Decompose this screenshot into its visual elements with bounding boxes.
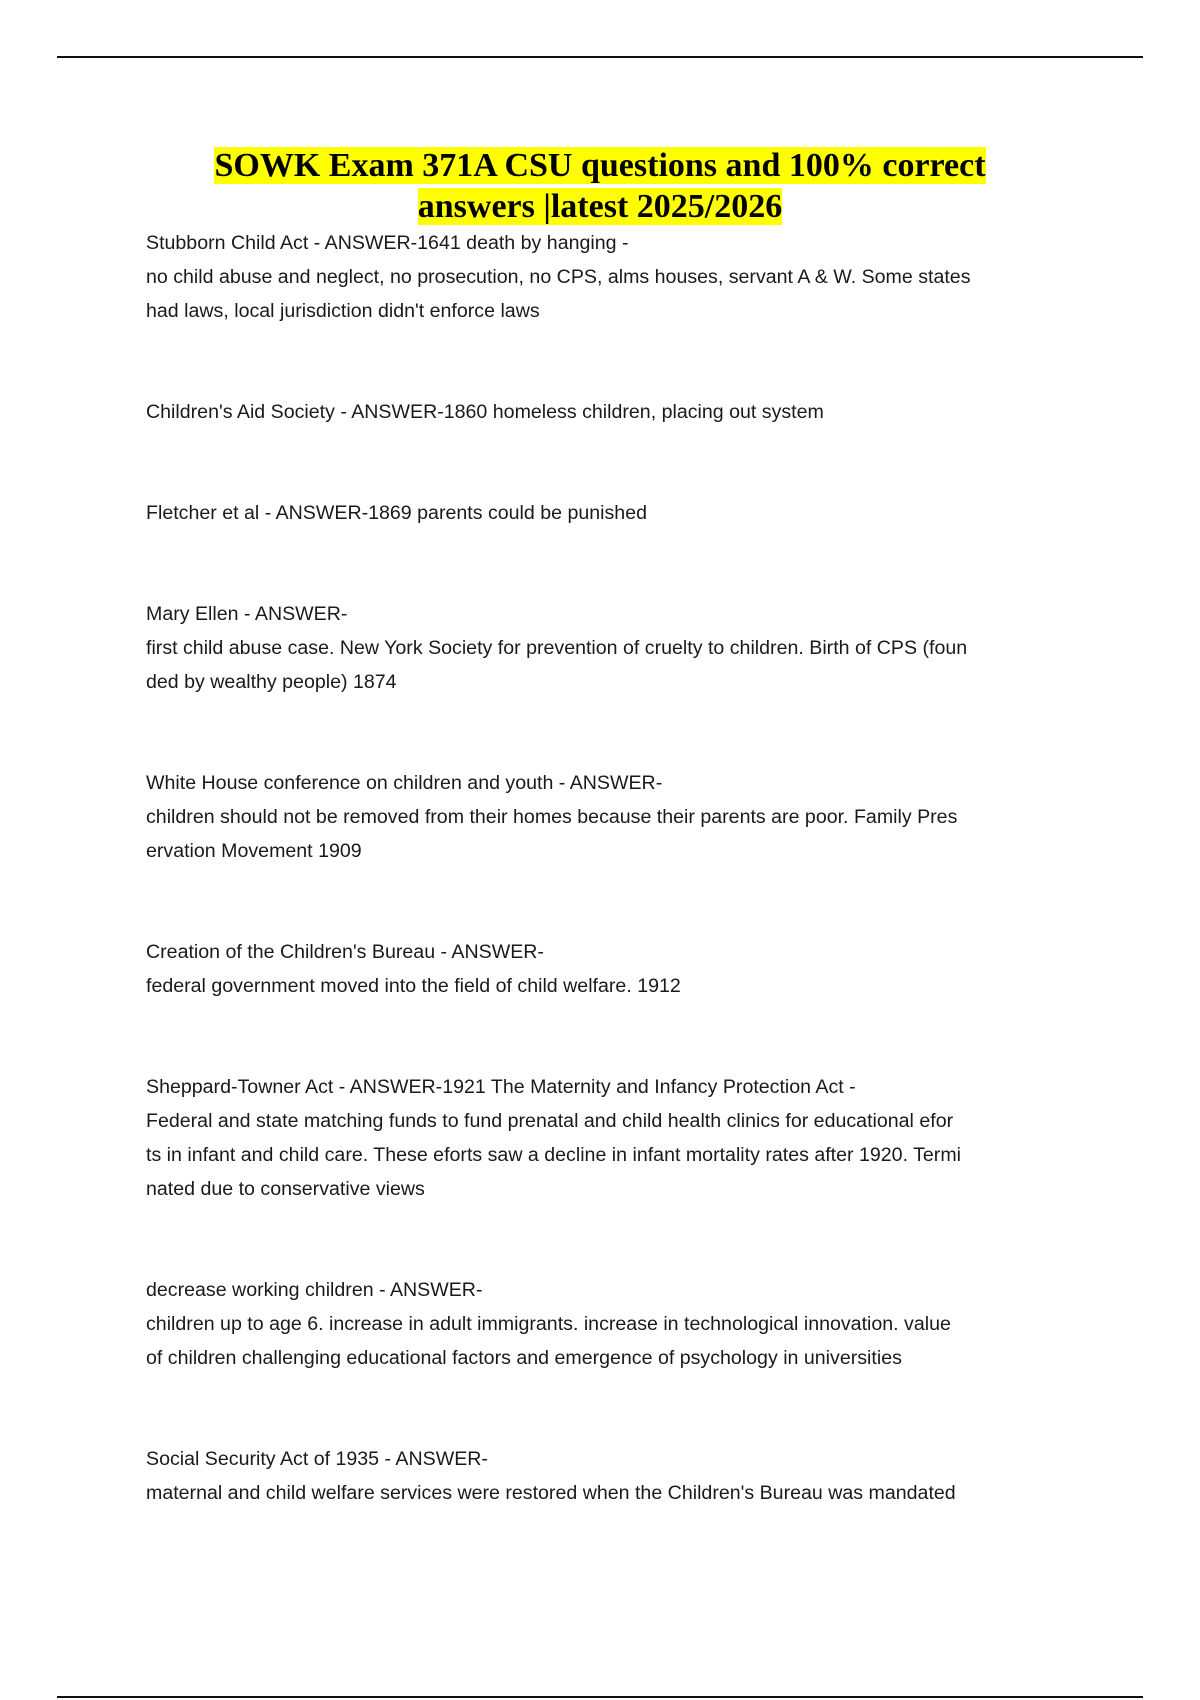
qa-line: Sheppard-Towner Act - ANSWER-1921 The Maternity and Infancy Protection Act -: [146, 1076, 856, 1098]
title-line-1: SOWK Exam 371A CSU questions and 100% correct: [214, 147, 986, 184]
title-line-2: answers |latest 2025/2026: [417, 188, 783, 225]
qa-line: of children challenging educational factors and emergence of psychology in universities: [146, 1347, 902, 1369]
qa-line: children should not be removed from their homes because their parents are poor. Family Pres: [146, 806, 958, 828]
qa-line: had laws, local jurisdiction didn't enforce laws: [146, 300, 540, 322]
qa-line: ded by wealthy people) 1874: [146, 671, 397, 693]
qa-line: maternal and child welfare services were restored when the Children's Bureau was mandated: [146, 1482, 956, 1504]
qa-line: Creation of the Children's Bureau - ANSWER-: [146, 941, 544, 963]
qa-line: nated due to conservative views: [146, 1178, 425, 1200]
qa-entry-childrens-aid-society: [146, 395, 1066, 429]
qa-line: Fletcher et al - ANSWER-1869 parents could be punished: [146, 502, 647, 524]
qa-line: Mary Ellen - ANSWER-: [146, 603, 348, 625]
qa-line: Social Security Act of 1935 - ANSWER-: [146, 1448, 488, 1470]
qa-entry-decrease-working-children: [146, 1273, 1066, 1375]
qa-entry-stubborn-child-act: [146, 226, 1066, 328]
qa-line: no child abuse and neglect, no prosecution, no CPS, alms houses, servant A & W. Some states: [146, 266, 971, 288]
qa-line: Children's Aid Society - ANSWER-1860 homeless children, placing out system: [146, 401, 824, 423]
qa-line: decrease working children - ANSWER-: [146, 1279, 483, 1301]
qa-entry-childrens-bureau: [146, 935, 1066, 1003]
qa-entry-white-house-conference: [146, 766, 1066, 868]
qa-line: federal government moved into the field of child welfare. 1912: [146, 975, 681, 997]
document-title: [60, 145, 1140, 227]
qa-entry-sheppard-towner-act: [146, 1070, 1066, 1206]
qa-line: ts in infant and child care. These eforts saw a decline in infant mortality rates after 1920. Termi: [146, 1144, 962, 1166]
qa-line: ervation Movement 1909: [146, 840, 362, 862]
qa-line: first child abuse case. New York Society for prevention of cruelty to children. Birth of CPS (foun: [146, 637, 968, 659]
qa-list: [146, 226, 1066, 1510]
qa-entry-mary-ellen: [146, 597, 1066, 699]
top-rule: [57, 56, 1143, 58]
bottom-rule: [57, 1696, 1143, 1698]
qa-entry-social-security-act: [146, 1442, 1066, 1510]
qa-line: Stubborn Child Act - ANSWER-1641 death by hanging -: [146, 232, 629, 254]
qa-line: Federal and state matching funds to fund prenatal and child health clinics for educational efor: [146, 1110, 954, 1132]
qa-line: White House conference on children and youth - ANSWER-: [146, 772, 663, 794]
qa-entry-fletcher-et-al: [146, 496, 1066, 530]
qa-line: children up to age 6. increase in adult immigrants. increase in technological innovation. value: [146, 1313, 951, 1335]
